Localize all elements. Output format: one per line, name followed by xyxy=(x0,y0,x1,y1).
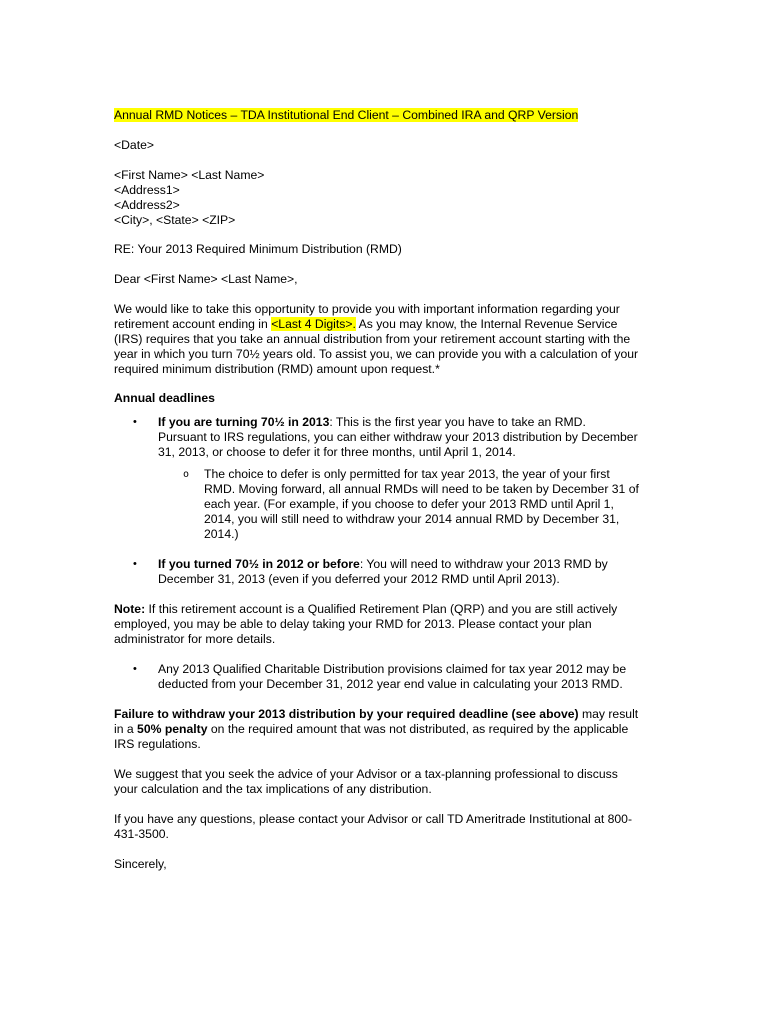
note-line-1-rest: If this retirement account is a Qualified Retirement Plan (QRP) and you are still actively xyxy=(145,602,618,616)
sub-bullet-line-3: each year. (For example, if you choose to defer your 2013 RMD until April 1, xyxy=(204,497,614,511)
title-highlight: Annual RMD Notices – TDA Institutional End Client – Combined IRA and QRP Version xyxy=(114,108,579,122)
advice-line-1: We suggest that you seek the advice of your Advisor or a tax-planning professional to discuss xyxy=(114,767,618,781)
bullet-1-line-2: Pursuant to IRS regulations, you can either withdraw your 2013 distribution by December xyxy=(158,430,638,444)
bullet-2-line-1 xyxy=(158,557,608,572)
note-bullet-line-2: deducted from your December 31, 2012 year end value in calculating your 2013 RMD. xyxy=(158,677,623,691)
contact-line-1: If you have any questions, please contact your Advisor or call TD Ameritrade Institutional at 800- xyxy=(114,812,633,826)
intro-line-3: (IRS) requires that you take an annual distribution from your retirement account starting with the xyxy=(114,332,631,346)
sub-bullet-line-4: 2014, you will still need to withdraw your 2014 annual RMD by December 31, xyxy=(204,512,620,526)
note-line-3: administrator for more details. xyxy=(114,632,276,646)
address-line-1: <Address1> xyxy=(114,183,180,197)
bullet-1-icon: • xyxy=(133,416,137,428)
failure-line-3: IRS regulations. xyxy=(114,737,201,751)
bullet-2-rest: : You will need to withdraw your 2013 RMD by xyxy=(359,557,608,571)
address-line-2: <Address2> xyxy=(114,198,180,212)
note-line-2: employed, you may be able to delay taking your RMD for 2013. Please contact your plan xyxy=(114,617,592,631)
closing: Sincerely, xyxy=(114,857,167,871)
failure-line-1 xyxy=(114,707,638,722)
failure-bold: Failure to withdraw your 2013 distribution by your required deadline (see above) xyxy=(114,707,579,721)
failure-line-2-end: on the required amount that was not distributed, as required by the applicable xyxy=(207,722,629,736)
failure-line-1-rest: may result xyxy=(578,707,639,721)
annual-deadlines-heading: Annual deadlines xyxy=(114,391,215,405)
bullet-2-line-2: December 31, 2013 (even if you deferred your 2012 RMD until April 2013). xyxy=(158,572,560,586)
bullet-2-icon: • xyxy=(133,558,137,570)
bullet-1-bold: If you are turning 70½ in 2013 xyxy=(158,415,330,429)
note-bullet-line-1: Any 2013 Qualified Charitable Distribution provisions claimed for tax year 2012 may be xyxy=(158,662,627,676)
bullet-2-bold: If you turned 70½ in 2012 or before xyxy=(158,557,360,571)
sub-bullet-line-1: The choice to defer is only permitted for tax year 2013, the year of your first xyxy=(204,467,610,481)
bullet-1-line-3: 31, 2013, or choose to defer it for three months, until April 1, 2014. xyxy=(158,445,516,459)
failure-line-2-start: in a xyxy=(114,722,138,736)
contact-line-2: 431-3500. xyxy=(114,827,169,841)
intro-line-4: year in which you turn 70½ years old. To assist you, we can provide you with a calculation of your xyxy=(114,347,639,361)
note-label: Note: xyxy=(114,602,146,616)
sub-bullet-line-5: 2014.) xyxy=(204,527,239,541)
date-placeholder: <Date> xyxy=(114,138,154,152)
salutation: Dear <First Name> <Last Name>, xyxy=(114,272,298,286)
document-title xyxy=(114,108,578,123)
intro-line-2-end: As you may know, the Internal Revenue Service xyxy=(355,317,618,331)
sub-bullet-icon: o xyxy=(183,469,190,480)
penalty-bold: 50% penalty xyxy=(137,722,208,736)
bullet-1-rest: : This is the first year you have to take an RMD. xyxy=(329,415,586,429)
city-state-zip: <City>, <State> <ZIP> xyxy=(114,213,236,227)
sub-bullet-line-2: RMD. Moving forward, all annual RMDs will need to be taken by December 31 of xyxy=(204,482,639,496)
note-line-1 xyxy=(114,602,617,617)
intro-line-5: required minimum distribution (RMD) amount upon request.* xyxy=(114,362,440,376)
intro-line-1: We would like to take this opportunity to provide you with important information regarding your xyxy=(114,302,620,316)
recipient-name: <First Name> <Last Name> xyxy=(114,168,265,182)
intro-line-2 xyxy=(114,317,617,332)
failure-line-2 xyxy=(114,722,628,737)
re-line: RE: Your 2013 Required Minimum Distribution (RMD) xyxy=(114,242,402,256)
bullet-3-icon: • xyxy=(133,663,137,675)
bullet-1-line-1 xyxy=(158,415,586,430)
last-4-digits-placeholder: <Last 4 Digits>. xyxy=(271,317,356,331)
intro-line-2-start: retirement account ending in xyxy=(114,317,272,331)
advice-line-2: your calculation and the tax implications of any distribution. xyxy=(114,782,432,796)
